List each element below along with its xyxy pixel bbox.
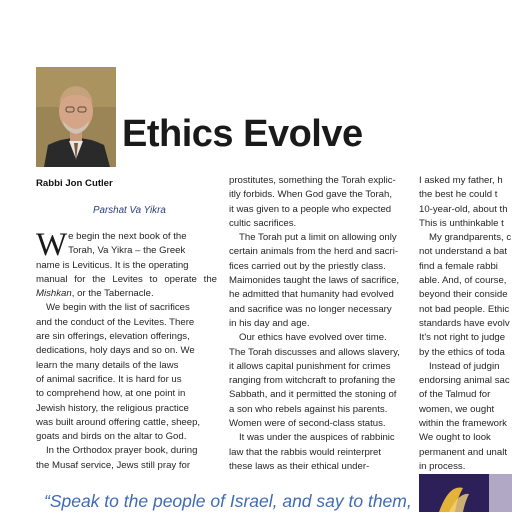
paragraph-text: e begin the next book of the Torah, Va Yikra – the Greek name is Leviticus. It is the operating manual for the Levites to operate the xyxy=(36,231,217,285)
paragraph: Instead of judgin endorsing animal sac of the Talmud for women, we ought within the framework We ought to look permanent and unalt in process. xyxy=(419,360,510,472)
author-portrait-image xyxy=(36,67,116,167)
text-column-2 xyxy=(229,174,412,474)
paragraph xyxy=(36,227,217,301)
paragraph: In the Orthodox prayer book, during the Musaf service, Jews still pray for xyxy=(36,445,198,471)
paragraph: We begin with the list of sacrifices and the conduct of the Levites. There are sin offerings, elevation offerings, dedications, holy days and so on. We learn the many details of the laws of animal sacrifice. It is hard for us to comprehend how, at one point in Jewish history, the religious practice was built around offering cattle, sheep, goats and birds on the altar to God. xyxy=(36,302,201,443)
article-title: Ethics Evolve xyxy=(122,113,363,155)
author-byline: Rabbi Jon Cutler xyxy=(36,178,113,189)
text-column-3 xyxy=(419,174,512,474)
pull-quote: “Speak to the people of Israel, and say to them, xyxy=(44,491,412,511)
paragraph: prostitutes, something the Torah explic- itly forbids. When God gave the Torah, it was given to a people who expected cultic sacrifices. xyxy=(229,175,396,229)
author-photo xyxy=(36,67,116,167)
decorative-artwork xyxy=(419,474,512,512)
paragraph-text: , or the Tabernacle. xyxy=(71,288,154,300)
paragraph: I asked my father, h the best he could t 10-year-old, about th This is unthinkable t xyxy=(419,175,508,229)
drop-cap: W xyxy=(36,227,68,263)
paragraph: Our ethics have evolved over time. The Torah discusses and allows slavery, it allows capital punishment for crimes ranging from witchcraft to profaning the Sabbath, and it permitted the stoning of a son who rebels against his parents. Women were of second-class status. xyxy=(229,332,400,430)
paragraph: The Torah put a limit on allowing only certain animals from the herd and sacri- fices carried out by the priestly class. Maimonides taught the laws of sacrifice, he admitted that humanity had evolved and sacrifice was no longer necessary in his day and age. xyxy=(229,232,400,329)
paragraph: It was under the auspices of rabbinic law that the rabbis would reinterpret these laws as their ethical under- xyxy=(229,432,395,472)
parsha-label: Parshat Va Yikra xyxy=(93,205,166,216)
text-column-1 xyxy=(36,227,217,473)
italic-term: Mishkan xyxy=(36,288,72,300)
paragraph: My grandparents, c not understand a bat find a female rabbi able. And, of course, beyond their conside not bad people. Ethic standards have evolv It's not right to judge by the ethics of toda xyxy=(419,232,512,358)
artwork-illustration xyxy=(419,474,512,512)
